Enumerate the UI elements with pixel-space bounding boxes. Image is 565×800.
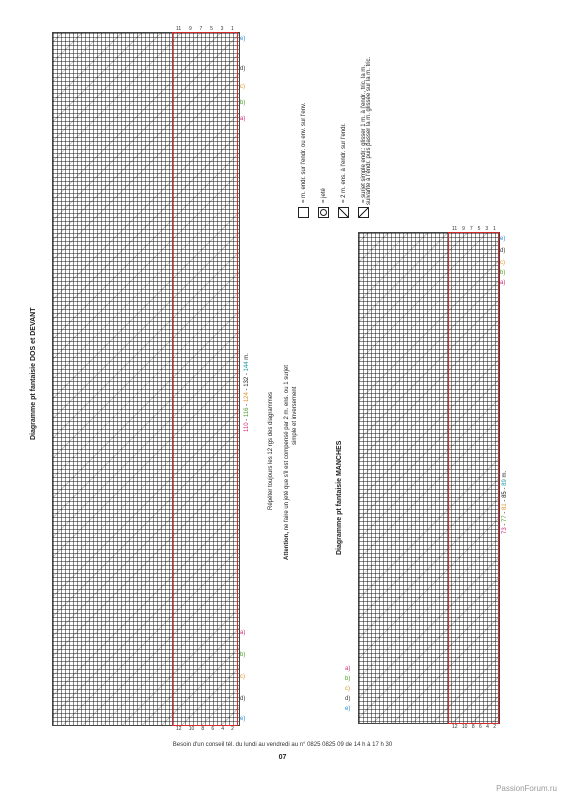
page-number: 07 [278, 754, 287, 761]
watermark: PassionForum.ru [496, 784, 557, 793]
stitch-count-manches: 73 - 77 - 81 - 85 - 89 m. [502, 470, 508, 534]
right-diagonal-icon [338, 207, 349, 218]
size-labels-manches-bottom: a) b) c) d) e) [345, 666, 351, 712]
size-labels-dos-top: e) d) c) b) a) [240, 36, 246, 122]
attention-note-line2: simple et inversement [292, 386, 298, 445]
empty-square-icon [298, 207, 309, 218]
repeat-frame-manches [448, 232, 499, 724]
title-dos-devant: Diagramme pt fantaisie DOS et DEVANT [30, 307, 37, 440]
legend-item-ssk-cont: suivante à l'endr. puis passer la m. glissée sur la m. tric. [366, 56, 372, 205]
size-labels-dos-bottom: a) b) c) d) e) [240, 630, 246, 722]
attention-note: Attention, ne faire un jeté que s'il est compensé par 2 m. ens. ou 1 surjet [284, 365, 290, 560]
stitch-count-dos: 110 - 116 - 124 - 132 - 144 m. [244, 353, 250, 432]
legend-item-knit: = m. endr. sur l'endr. ou env. sur l'env. [298, 103, 309, 218]
repeat-frame-dos [172, 32, 238, 726]
legend-item-yarnover: = jeté [318, 188, 329, 218]
circle-square-icon [318, 207, 329, 218]
size-labels-manches-top: e) d) c) b) a) [500, 236, 506, 286]
row-numbers-dos-left: 12 10 8 6 4 2 [176, 726, 234, 732]
row-numbers-manches-right: 11 9 7 5 3 1 [452, 226, 496, 232]
repeat-note: Répéter toujours les 12 rgs des diagrammes [268, 391, 274, 510]
legend-item-k2tog: = 2 m. ens. à l'endr. sur l'endr. [338, 123, 349, 218]
row-numbers-manches-left: 12 10 8 6 4 2 [452, 724, 496, 730]
title-manches: Diagramme pt fantaisie MANCHES [336, 440, 343, 555]
row-numbers-dos-right: 11 9 7 5 3 1 [176, 26, 234, 32]
footer-advice: Besoin d'un conseil tél. du lundi au vendredi au n° 0825 0825 09 de 14 h à 17 h 30 [172, 742, 393, 748]
left-diagonal-icon [358, 207, 369, 218]
legend-item-ssk: = surjet simple endr.: glisser 1 m. à l'endr., tric. la m. [358, 65, 369, 218]
